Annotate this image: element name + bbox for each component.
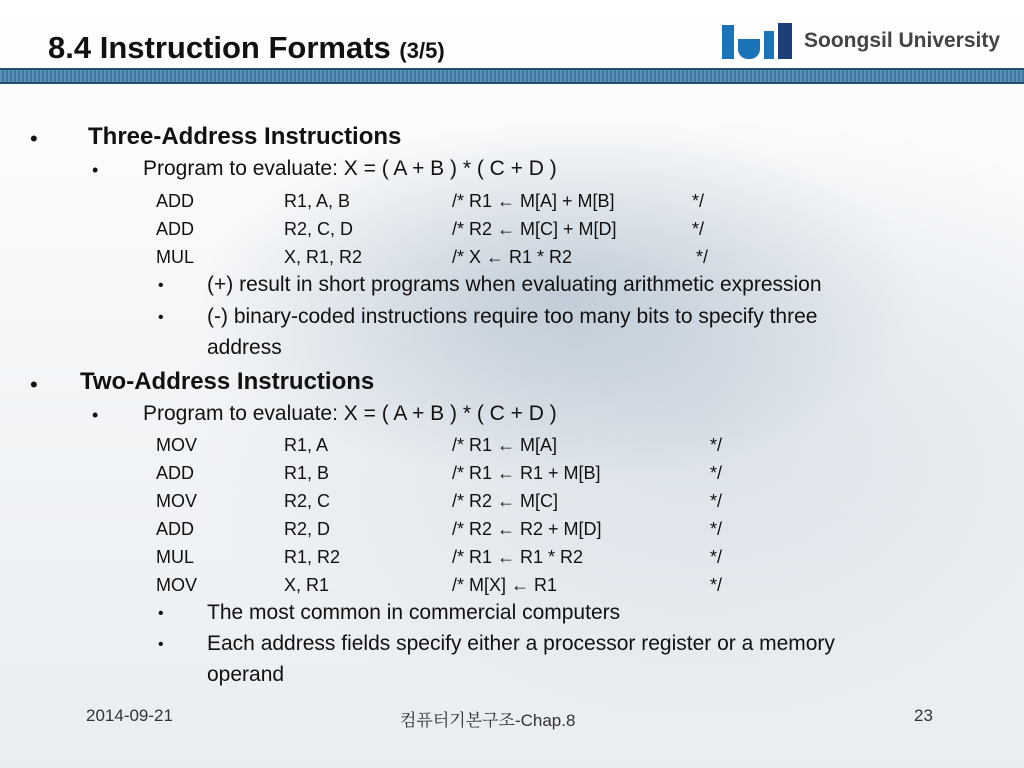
code-row — [156, 435, 856, 457]
code-comment-end: */ — [710, 519, 723, 539]
slide-title-part: (3/5) — [399, 38, 445, 63]
code-comment: /* R1 ← M[A] — [452, 435, 558, 455]
code-args: R1, A — [284, 435, 329, 455]
code-args: X, R1, R2 — [284, 247, 363, 267]
code-args: R2, C, D — [284, 219, 354, 239]
code-comment: /* R2 ← M[C] + M[D] — [452, 219, 617, 239]
program-line: Program to evaluate: X = ( A + B ) * ( C + D ) — [143, 157, 557, 180]
code-args: R2, C — [284, 491, 331, 511]
header-divider-bar — [0, 68, 1024, 84]
code-comment-end: */ — [696, 247, 709, 267]
code-row — [156, 463, 856, 485]
program-line: Program to evaluate: X = ( A + B ) * ( C + D ) — [143, 402, 557, 425]
footer-date: 2014-09-21 — [86, 706, 173, 725]
code-op: ADD — [156, 463, 195, 483]
code-comment: /* M[X] ← R1 — [452, 575, 558, 595]
code-args: R2, D — [284, 519, 331, 539]
footer-course: 컴퓨터기본구조-Chap.8 — [400, 711, 576, 730]
code-comment: /* X ← R1 * R2 — [452, 247, 573, 267]
code-comment: /* R2 ← M[C] — [452, 491, 559, 511]
bullet-l3: • — [158, 605, 164, 622]
university-logo — [722, 20, 1014, 62]
note-text: address — [207, 336, 282, 359]
code-args: R1, R2 — [284, 547, 341, 567]
code-row — [156, 247, 856, 269]
code-comment: /* R1 ← R1 + M[B] — [452, 463, 601, 483]
code-comment-end: */ — [710, 547, 723, 567]
code-comment-end: */ — [692, 191, 705, 211]
code-args: R1, A, B — [284, 191, 351, 211]
bullet-l3: • — [158, 636, 164, 653]
bullet-l3: • — [158, 277, 164, 294]
code-comment-end: */ — [710, 575, 723, 595]
code-op: MUL — [156, 247, 195, 267]
code-comment: /* R2 ← R2 + M[D] — [452, 519, 602, 539]
note-text: The most common in commercial computers — [207, 601, 621, 624]
university-logo-mark — [722, 23, 792, 59]
footer-page-number: 23 — [914, 706, 933, 725]
code-row — [156, 547, 856, 569]
bullet-l1: • — [30, 126, 38, 151]
code-comment-end: */ — [710, 491, 723, 511]
code-row — [156, 191, 856, 213]
code-row — [156, 519, 856, 541]
code-op: ADD — [156, 219, 195, 239]
note-text: operand — [207, 663, 285, 686]
code-comment: /* R1 ← M[A] + M[B] — [452, 191, 615, 211]
code-row — [156, 575, 856, 597]
section-heading-two-address: Two-Address Instructions — [80, 368, 375, 395]
university-logo-text: Soongsil University — [804, 29, 1001, 52]
slide-title — [48, 30, 445, 66]
code-row — [156, 219, 856, 241]
code-op: ADD — [156, 191, 195, 211]
bullet-l1: • — [30, 372, 38, 397]
code-comment-end: */ — [710, 463, 723, 483]
note-text: Each address fields specify either a processor register or a memory — [207, 632, 835, 655]
slide-title-text: 8.4 Instruction Formats — [48, 30, 391, 65]
code-args: R1, B — [284, 463, 330, 483]
code-comment-end: */ — [692, 219, 705, 239]
code-args: X, R1 — [284, 575, 330, 595]
bullet-l2: • — [92, 160, 99, 180]
code-comment-end: */ — [710, 435, 723, 455]
code-op: MOV — [156, 575, 198, 595]
code-comment: /* R1 ← R1 * R2 — [452, 547, 584, 567]
bullet-l3: • — [158, 309, 164, 326]
note-text: (+) result in short programs when evaluating arithmetic expression — [207, 273, 822, 296]
bullet-l2: • — [92, 405, 99, 425]
note-text: (-) binary-coded instructions require too many bits to specify three — [207, 305, 818, 328]
section-heading-three-address: Three-Address Instructions — [88, 123, 402, 150]
code-op: MOV — [156, 435, 198, 455]
code-op: ADD — [156, 519, 195, 539]
code-op: MUL — [156, 547, 195, 567]
code-row — [156, 491, 856, 513]
code-op: MOV — [156, 491, 198, 511]
